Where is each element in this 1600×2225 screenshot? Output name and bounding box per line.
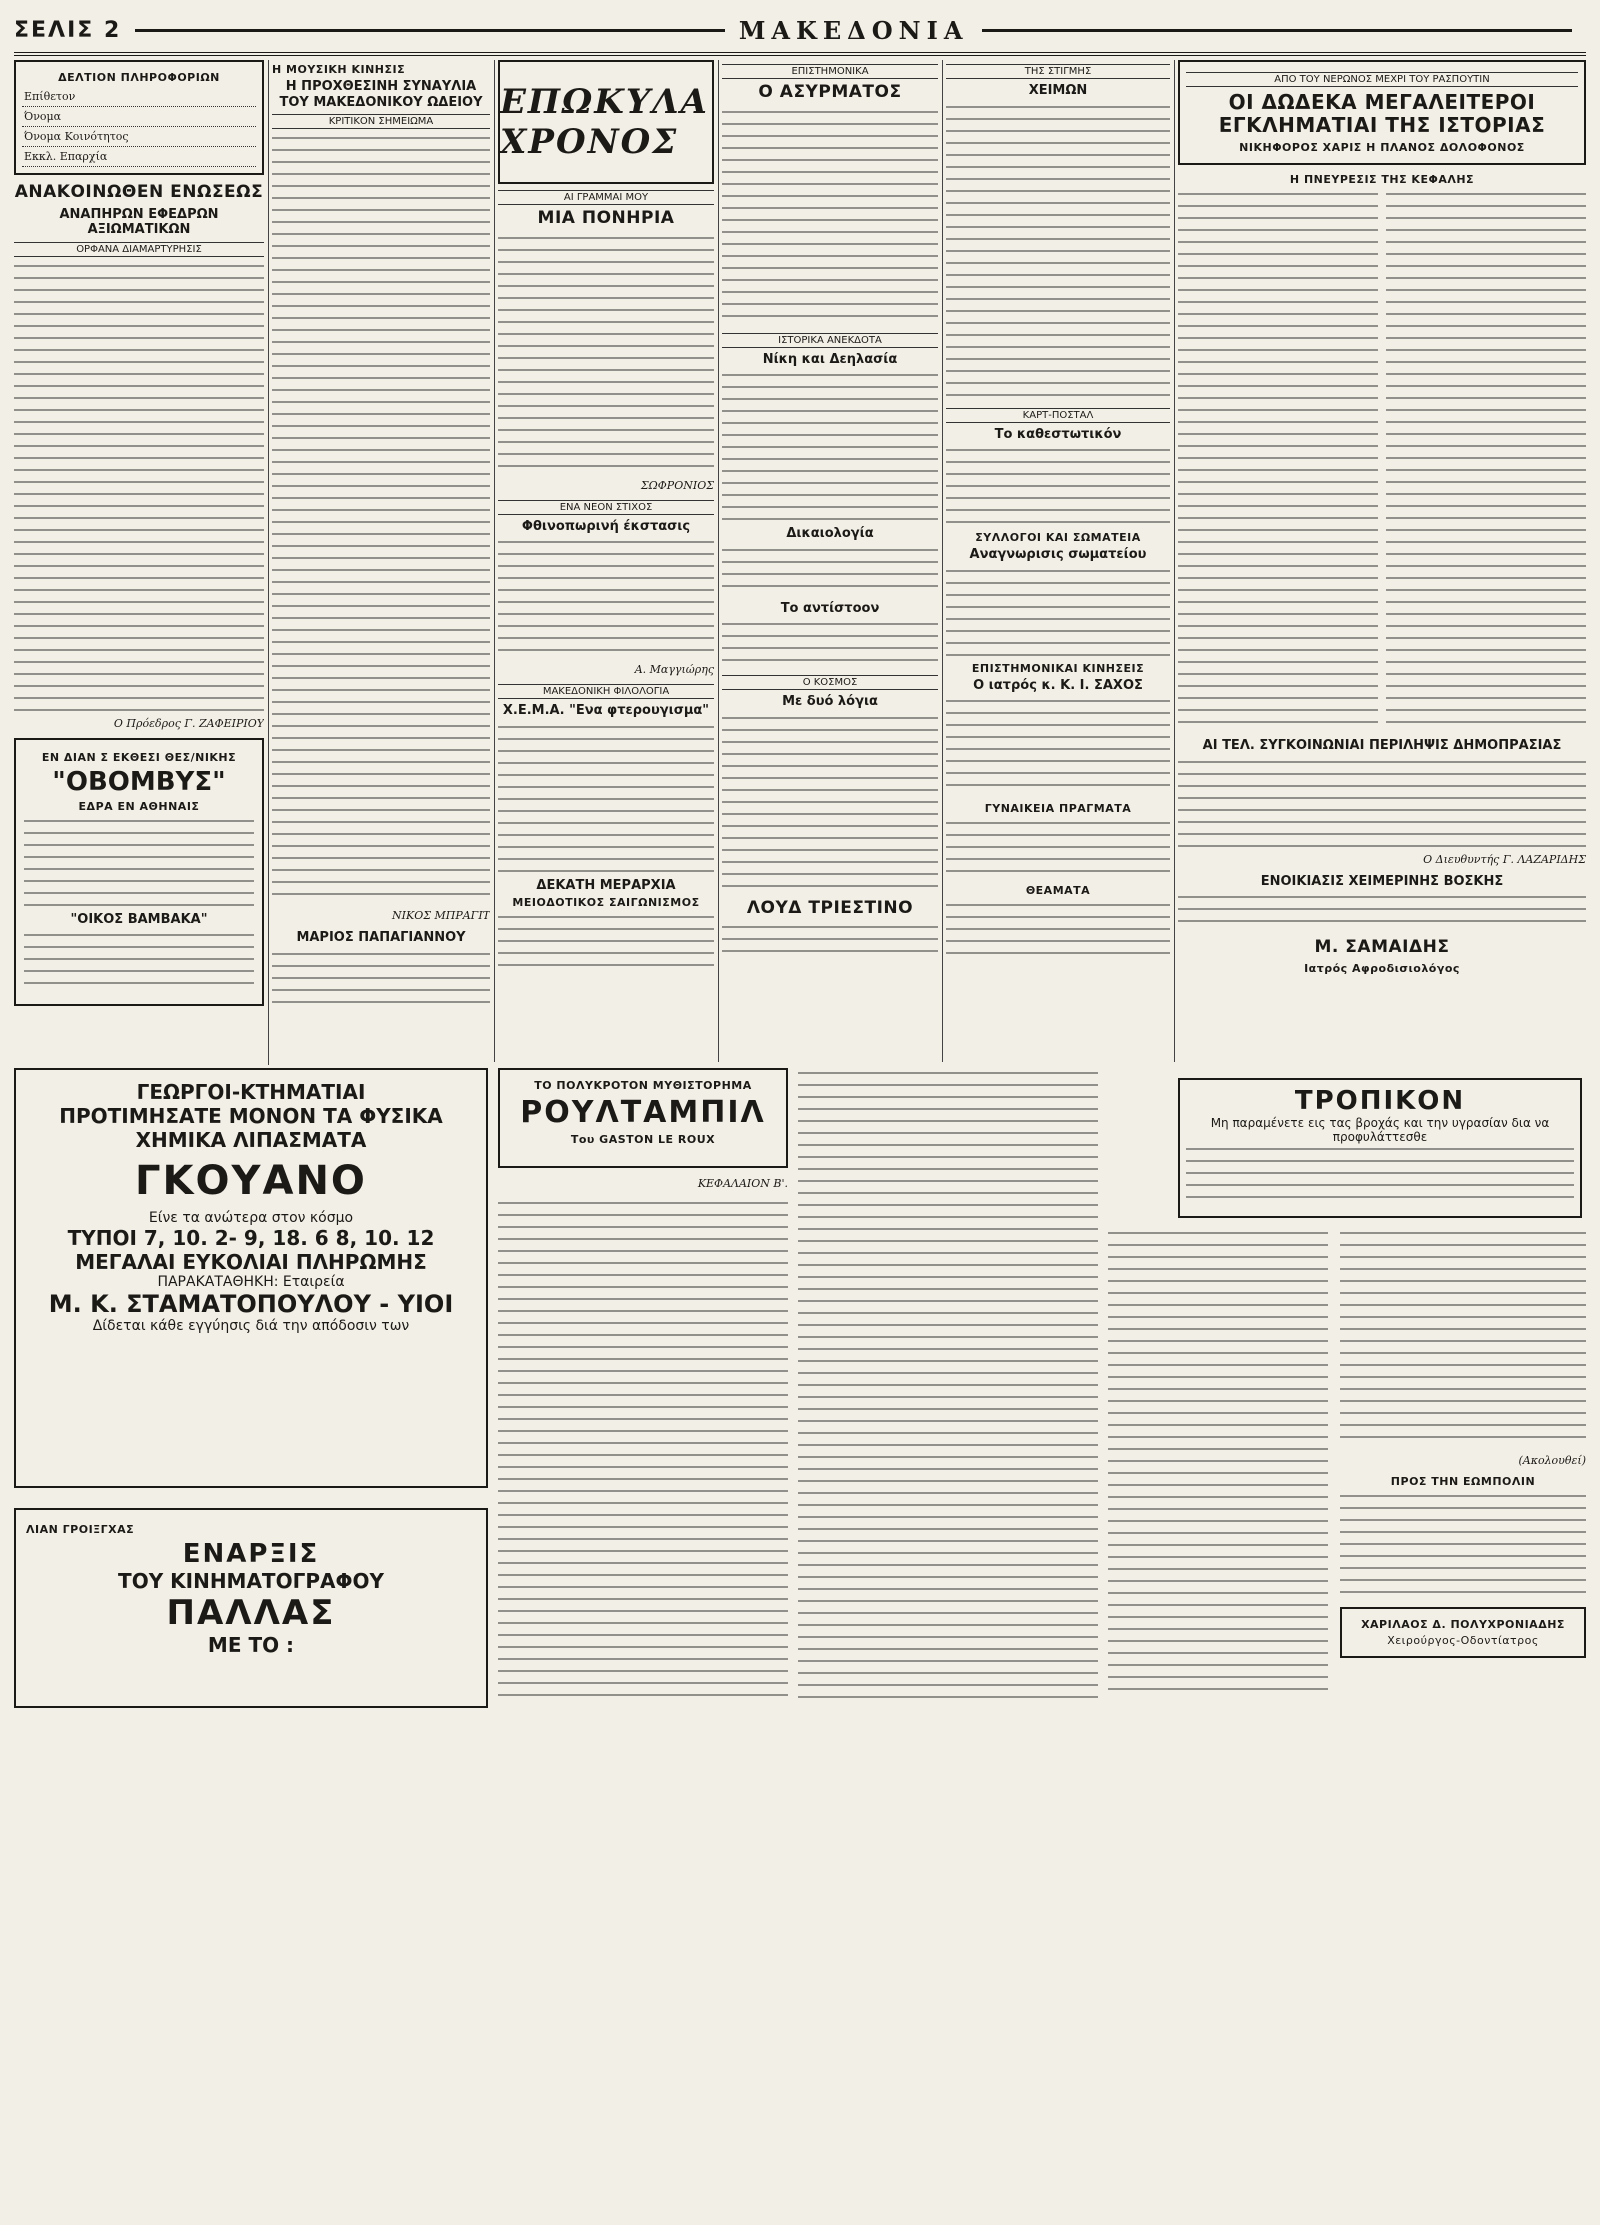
tropikon-line: Μη παραμένετε εις τας βροχάς και την υγρασίαν δια να προφυλάττεσθε [1210,1116,1550,1144]
cinema-name: ΠΑΛΛΑΣ [166,1593,336,1633]
pharmacy-ad [1340,1607,1586,1658]
bottom-right-text [1340,1228,1586,1448]
section-label: Η ΜΟΥΣΙΚΗ ΚΙΝΗΣΙΣ [272,63,406,76]
article-body-text [498,233,714,473]
small-text [722,545,938,595]
column-6 [1178,60,1586,1060]
article-signature: ΣΩΦΡΟΝΙΟΣ [640,478,714,492]
history-title: Νίκη και Δεηλασία [762,351,898,367]
masthead-rule-right [982,29,1572,32]
serial-chapter-line [498,1173,788,1198]
section-text [498,722,714,872]
column-kicker: ΑΙ ΓΡΑΜΜΑΙ ΜΟΥ [498,190,714,205]
auction-title: ΑΙ ΤΕΛ. ΣΥΓΚΟΙΝΩΝΙΑΙ ΠΕΡΙΛΗΨΙΣ ΔΗΜΟΠΡΑΣΙΑΣ [1202,738,1562,753]
info-form-title: ΔΕΛΤΙΟΝ ΠΛΗΡΟΦΟΡΙΩΝ [58,71,220,84]
serial-header [498,1068,788,1168]
science-title: Ο ΑΣΥΡΜΑΤΟΣ [758,82,902,102]
paper-name: ΜΑΚΕΔΟΝΙΑ [738,15,969,45]
serial-title: ΡΟΥΛΤΑΜΠΙΛ [520,1095,766,1130]
trieste-text [722,922,938,962]
science-text [722,107,938,327]
tropikon-ad [1178,1078,1582,1218]
feature-subkicker: ΝΙΚΗΦΟΡΟΣ ΧΑΡΙΣ Η ΠΛΑΝΟΣ ΔΟΛΟΦΟΝΟΣ [1239,141,1525,154]
serial-author: Του GASTON LE ROUX [570,1133,716,1146]
pharmacy-title: ΧΑΡΙΛΑΟΣ Δ. ΠΟΛΥΧΡΟΝΙΑΔΗΣ [1361,1618,1565,1631]
moment-title: ΧΕΙΜΩΝ [1028,83,1088,98]
column-rule [494,60,495,1062]
assoc-sub: Αναγνωρισις σωματείου [969,547,1147,563]
ad-guarantee: Δίδεται κάθε εγγύησις διά την απόδοσιν των [92,1318,410,1334]
science-kicker: ΕΠΙΣΤΗΜΟΝΙΚΑ [722,64,938,79]
women-title: ΓΥΝΑΙΚΕΙΑ ΠΡΑΓΜΑΤΑ [984,802,1132,816]
article-title: ΜΙΑ ΠΟΝΗΡΙΑ [537,208,675,228]
theatre-title: ΘΕΑΜΑΤΑ [1025,884,1091,898]
cinema-ad [14,1508,488,1708]
article-kicker: ΟΡΦΑΝΑ ΔΙΑΜΑΡΤΥΡΗΣΙΣ [14,242,264,257]
feature-kicker: ΑΠΟ ΤΟΥ ΝΕΡΩΝΟΣ ΜΕΧΡΙ ΤΟΥ ΡΑΣΠΟΥΤΙΝ [1186,72,1578,87]
article-title: ΑΝΑΚΟΙΝΩΘΕΝ ΕΝΩΣΕΩΣ [14,182,264,202]
page-number: ΣΕΛΙΣ 2 [14,17,122,43]
harbor-title: ΠΡΟΣ ΤΗΝ ΕΩΜΠΟΛΙΝ [1390,1475,1536,1488]
form-field: Όνομα [22,107,256,127]
small2-text [722,619,938,669]
column-logo-text: ΕΠΩΚΥΛΑ ΧΡΟΝΟΣ [500,82,709,162]
form-field: Εκκλ. Επαρχία [22,147,256,167]
ad-depot: ΠΑΡΑΚΑΤΑΘΗΚΗ: Εταιρεία [157,1274,345,1290]
world-kicker: Ο ΚΟΣΜΟΣ [722,675,938,690]
hall-title: ΔΕΚΑΤΗ ΜΕΡΑΡΧΙΑ [536,877,676,893]
column-1 [14,60,264,1010]
poem-title: Φθινοπωρινή έκστασις [521,518,691,534]
obombye-ad [14,738,264,1007]
serial-chapter: ΚΕΦΑΛΑΙΟΝ Β'. [697,1177,788,1190]
world-title: Με δυό λόγια [782,694,878,710]
history-text [722,370,938,520]
article-signature: ΝΙΚΟΣ ΜΠΡΑΓΙΤ [392,909,490,923]
winter-text [1178,892,1586,932]
shop-title: ΜΑΡΙΟΣ ΠΑΠΑΓΙΑΝΝΟΥ [296,930,466,946]
bottom-right-column [1340,1228,1586,1666]
trieste-title: ΛΟΥΔ ΤΡΙΕΣΤΙΝΟ [746,897,914,918]
card-title: Το καθεστωτικόν [994,426,1122,442]
article-body-text [272,133,490,903]
assoc-text [946,566,1170,656]
hall-kicker: ΜΕΙΟΔΟΤΙΚΟΣ ΣΑΙΓΩΝΙΣΜΟΣ [512,896,700,910]
cinema-tag: ΛΙΑΝ ΓΡΟΙΞΓΧΑΣ [26,1523,135,1536]
sci-text [946,696,1170,796]
harbor-text [1340,1491,1586,1601]
form-field: Όνομα Κοινότητος [22,127,256,147]
article-body-text [14,261,264,711]
world-text [722,713,938,893]
section-kicker: ΜΑΚΕΔΟΝΙΚΗ ΦΙΛΟΛΟΓΙΑ [498,684,714,699]
cinema-line: ΜΕ ΤΟ : [207,1633,295,1657]
column-rule [268,60,269,1065]
tropikon-title: ΤΡΟΠΙΚΟΝ [1294,1086,1466,1116]
masthead [14,8,1586,56]
card-text [946,445,1170,525]
column-4 [722,60,938,1060]
ad-brand: ΓΚΟΥΑΝΟ [135,1158,367,1204]
feature-header [1178,60,1586,165]
hall-text [498,912,714,972]
feature-text-right [1386,189,1586,729]
ad-body-text [24,816,254,906]
samaidis-title: Μ. ΣΑΜΑΙΔΗΣ [1314,937,1450,958]
card-kicker: ΚΑΡΤ-ΠΟΣΤΑΛ [946,408,1170,423]
feature-title: ΟΙ ΔΩΔΕΚΑ ΜΕΓΑΛΕΙΤΕΡΟΙ ΕΓΚΛΗΜΑΤΙΑΙ ΤΗΣ ΙΣΤΟΡΙΑΣ [1218,90,1546,137]
small-title: Δικαιολογία [786,526,874,542]
article-subtitle: ΑΝΑΠΗΡΩΝ ΕΦΕΔΡΩΝ ΑΞΙΩΜΑΤΙΚΩΝ [59,206,219,238]
column-2 [272,60,490,1060]
shop-text [272,949,490,1009]
section-title: Χ.Ε.Μ.Α. "Ενα φτερουγισμα" [502,703,710,719]
newspaper-page [14,8,1586,2217]
form-field: Επίθετον [22,87,256,107]
cinema-line: ΕΝΑΡΞΙΣ [182,1539,320,1569]
ad-sub: ΕΔΡΑ ΕΝ ΑΘΗΝΑΙΣ [78,799,200,813]
column-3 [498,60,714,1060]
serial-text-1 [498,1198,788,1698]
article-title: Η ΠΡΟΧΘΕΣΙΝΗ ΣΥΝΑΥΛΙΑ ΤΟΥ ΜΑΚΕΔΟΝΙΚΟΥ ΩΔΕΙΟΥ [279,79,483,110]
poem-kicker: ΕΝΑ ΝΕΟΝ ΣΤΙΧΟΣ [498,500,714,515]
column-rule [718,60,719,1062]
auction-text [1178,757,1586,847]
ad-title: "ΟΒΟΜΒΥΣ" [52,766,226,797]
ad-terms: ΜΕΓΑΛΑΙ ΕΥΚΟΛΙΑΙ ΠΛΗΡΩΜΗΣ [75,1250,427,1274]
sci-title: ΕΠΙΣΤΗΜΟΝΙΚΑΙ ΚΙΝΗΣΕΙΣ [971,661,1145,675]
feature-section: Η ΠΝΕΥΡΕΣΙΣ ΤΗΣ ΚΕΦΑΛΗΣ [1289,173,1475,186]
ad-line: ΧΗΜΙΚΑ ΛΙΠΑΣΜΑΤΑ [135,1128,367,1152]
ad-note: Είνε τα ανώτερα στον κόσμο [148,1210,354,1226]
ad-kicker: ΕΝ ΔΙΑΝ Σ ΕΚΘΕΣΙ ΘΕΣ/ΝΙΚΗΣ [41,750,237,764]
samaidis-sub: Ιατρός Αφροδισιολόγος [1304,961,1460,975]
theatre-text [946,900,1170,960]
feature-text-left [1178,189,1378,729]
tropikon-text [1186,1144,1574,1204]
ad-contact: "ΟΙΚΟΣ ΒΑΜΒΑΚΑ" [70,911,208,927]
auction-signature: Ο Διευθυντής Γ. ΛΑΖΑΡΙΔΗΣ [1423,852,1586,866]
moment-kicker: ΤΗΣ ΣΤΙΓΜΗΣ [946,64,1170,79]
assoc-title: ΣΥΛΛΟΓΟΙ ΚΑΙ ΣΩΜΑΤΕΙΑ [975,531,1141,545]
women-text [946,818,1170,878]
serial-text-3 [1108,1228,1328,1698]
ad-line: ΠΡΟΤΙΜΗΣΑΤΕ ΜΟΝΟΝ ΤΑ ΦΥΣΙΚΑ [59,1104,443,1128]
continued-label: (Ακολουθεί) [1518,1454,1586,1467]
feature-body [1178,189,1586,735]
ad-company: Μ. Κ. ΣΤΑΜΑΤΟΠΟΥΛΟΥ - ΥΙΟΙ [48,1290,454,1318]
fertilizer-ad [14,1068,488,1488]
winter-title: ΕΝΟΙΚΙΑΣΙΣ ΧΕΙΜΕΡΙΝΗΣ ΒΟΣΚΗΣ [1260,873,1504,889]
ad-address-text [24,930,254,990]
pharmacy-sub: Χειρούργος-Οδοντίατρος [1387,1634,1539,1647]
ad-line: ΓΕΩΡΓΟΙ-ΚΤΗΜΑΤΙΑΙ [136,1080,366,1104]
small2-title: Το αντίστοον [780,600,880,616]
poem-signature: Α. Μαγγιώρης [634,663,714,677]
column-rule [942,60,943,1062]
serial-kicker: ΤΟ ΠΟΛΥΚΡΟΤΟΝ ΜΥΘΙΣΤΟΡΗΜΑ [534,1079,752,1092]
masthead-rule-left [135,29,725,32]
moment-text [946,102,1170,402]
column-logo [498,60,714,184]
sci-sub: Ο ιατρός κ. Κ. Ι. ΣΑΧΟΣ [973,677,1143,693]
column-5 [946,60,1170,1060]
cinema-line: ΤΟΥ ΚΙΝΗΜΑΤΟΓΡΑΦΟΥ [118,1569,384,1593]
history-kicker: ΙΣΤΟΡΙΚΑ ΑΝΕΚΔΟΤΑ [722,333,938,348]
column-rule [1174,60,1175,1062]
info-form-box [14,60,264,175]
ad-types: ΤΥΠΟΙ 7, 10. 2- 9, 18. 6 8, 10. 12 [67,1226,435,1250]
article-signature: Ο Πρόεδρος Γ. ΖΑΦΕΙΡΙΟΥ [113,716,264,730]
article-kicker: ΚΡΙΤΙΚΟΝ ΣΗΜΕΙΩΜΑ [272,114,490,129]
serial-text-2 [798,1068,1098,1698]
poem-text [498,537,714,657]
